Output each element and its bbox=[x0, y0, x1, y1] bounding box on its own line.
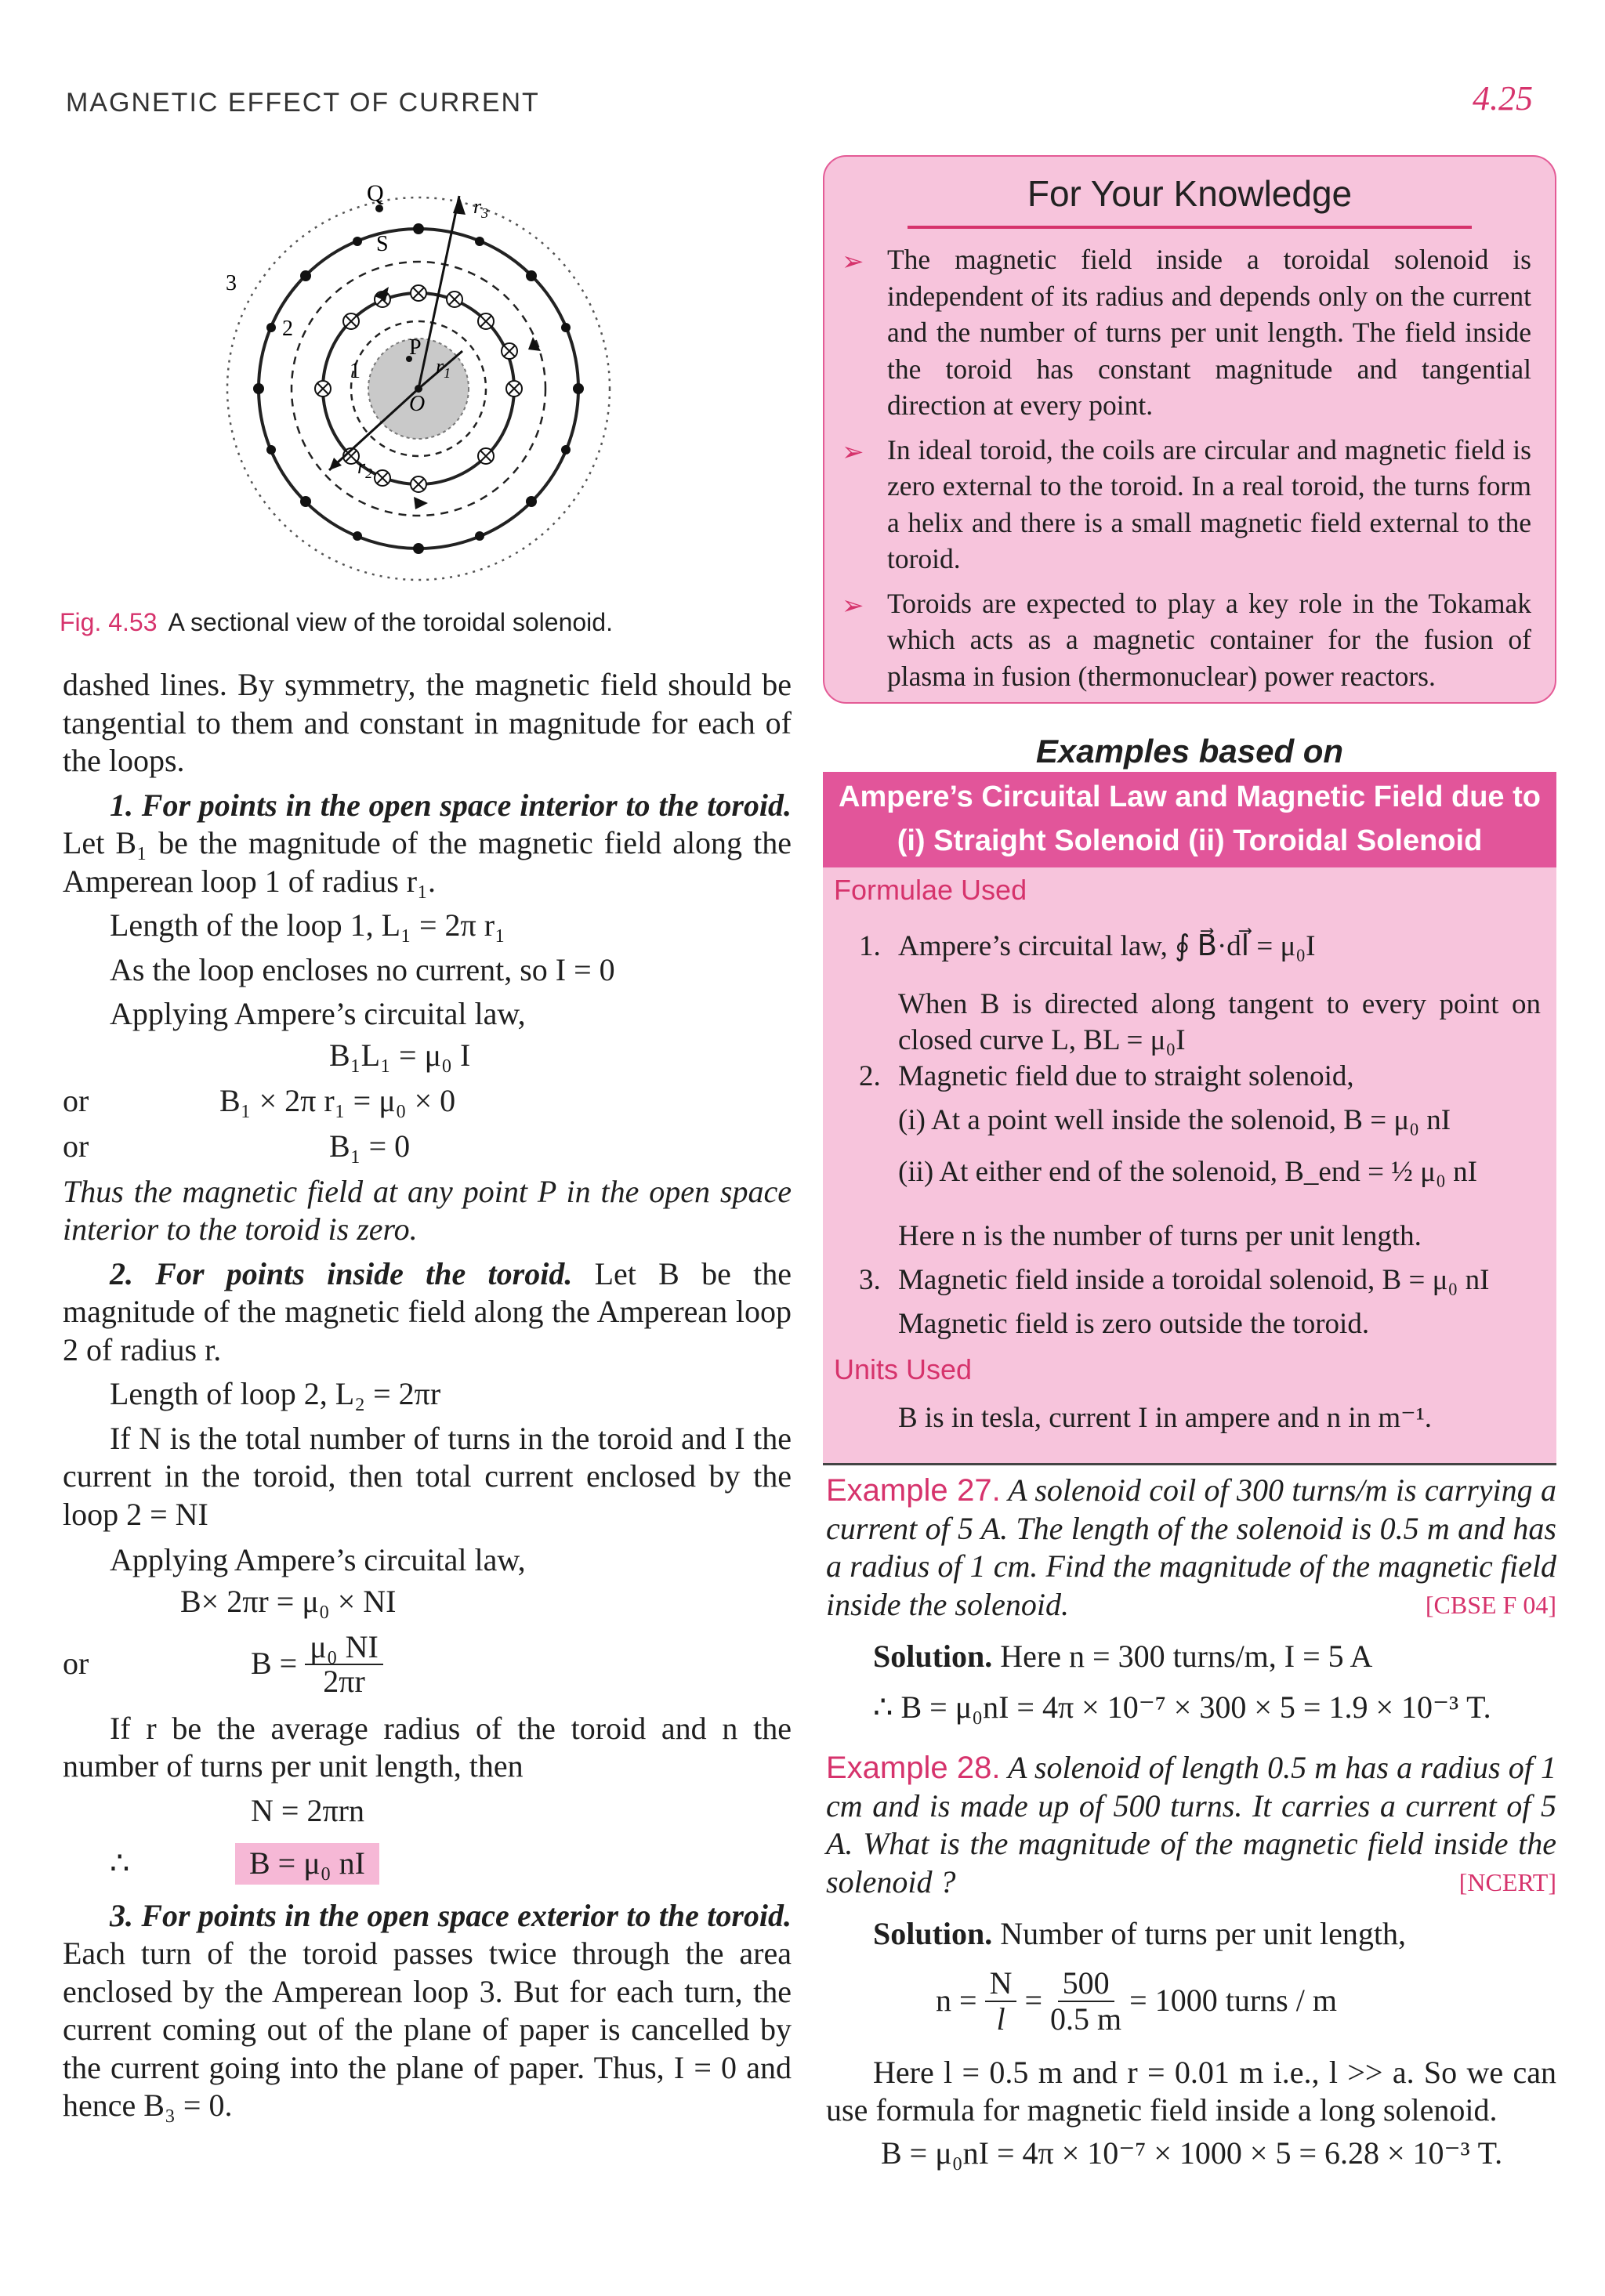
knowledge-box bbox=[823, 155, 1556, 704]
length-loop2: Length of loop 2, L₂ = 2πr bbox=[110, 1376, 441, 1411]
example-28-label: Example 28. bbox=[826, 1751, 1001, 1785]
knowledge-item: ➢ The magnetic field inside a toroidal solenoid is independent of its radius and depends only on the current and the number of turns per unit length. The field inside the toroid has constant magnitude and tangential direction at every point. bbox=[842, 244, 1531, 421]
label-s: S bbox=[376, 232, 389, 256]
figure-number: Fig. 4.53 bbox=[60, 608, 158, 636]
formula-1: 1. Ampere’s circuital law, ∮ B⃗·dl⃗ = μ₀I bbox=[859, 930, 1316, 962]
example-28-text: A solenoid of length 0.5 m has a radius of 1 cm and is made up of 500 turns. It carries a current of 5 A. What is the magnitude of the magnetic field inside the solenoid ? bbox=[826, 1750, 1556, 1899]
example-27 bbox=[826, 1472, 1556, 1726]
knowledge-item: ➢ In ideal toroid, the coils are circular and magnetic field is zero external to the toroid. In a real toroid, the turns form a helix and there is a small magnetic field external to the toroid. bbox=[842, 433, 1531, 574]
formulae-heading: Formulae Used bbox=[834, 874, 1027, 906]
case3-text: Each turn of the toroid passes twice through the area enclosed by the Amperean loop 3. But for each turn, the current coming out of the plane of paper is cancelled by the current going into the plane of paper. Thus, I = 0 and hence B₃ = 0. bbox=[63, 1936, 792, 2123]
left-column bbox=[63, 666, 792, 2125]
case2-heading: 2. For points inside the toroid. bbox=[110, 1255, 573, 1291]
label-p: P bbox=[409, 335, 422, 360]
example-27-calculation: ∴ B = μ₀nI = 4π × 10⁻⁷ × 300 × 5 = 1.9 × 10⁻³ T. bbox=[873, 1689, 1491, 1725]
page-number: 4.25 bbox=[1473, 79, 1533, 118]
label-loop3: 3 bbox=[226, 271, 237, 295]
equation-5: or B = $\frac{\text{μ₀ NI}}{2\pi r}$ bbox=[63, 1625, 792, 1704]
examples-heading: Examples based on bbox=[1035, 733, 1344, 770]
label-loop2: 2 bbox=[282, 317, 293, 341]
knowledge-title: For Your Knowledge bbox=[1027, 173, 1353, 214]
formula-2: 2. Magnetic field due to straight solenoid, bbox=[859, 1060, 1354, 1092]
equation-2: or B₁ × 2π r₁ = μ₀ × 0 bbox=[63, 1083, 456, 1119]
case2-text: Let B be the magnitude of the magnetic field along the Amperean loop 2 of radius r. bbox=[63, 1255, 792, 1367]
units-text: B is in tesla, current I in ampere and n in m⁻¹. bbox=[898, 1402, 1433, 1434]
label-loop1: 1 bbox=[350, 359, 360, 383]
conclusion-1: Thus the magnetic field at any point P in the open space interior to the toroid is zero. bbox=[63, 1173, 792, 1247]
equation-1: B₁L₁ = μ₀ I bbox=[329, 1038, 471, 1074]
formula-1-note: When B is directed along tangent to every point on closed curve L, BL = μ₀I bbox=[898, 988, 1541, 1056]
example-28-statement bbox=[826, 1749, 1556, 1901]
formula-2-note: Here n is the number of turns per unit length. bbox=[898, 1220, 1422, 1252]
case1-text: Let B₁ be the magnitude of the magnetic field along the Amperean loop 1 of radius r₁. bbox=[63, 825, 792, 899]
case3-heading: 3. For points in the open space exterior to the toroid. bbox=[110, 1897, 792, 1933]
equation-7: ∴ B = μ₀ nI bbox=[63, 1839, 792, 1889]
total-current: If N is the total number of turns in the toroid and I the current in the toroid, then total current enclosed by the loop 2 = NI bbox=[63, 1420, 792, 1532]
example-27-statement bbox=[826, 1472, 1556, 1624]
formulae-box bbox=[823, 867, 1556, 1465]
length-loop1: Length of the loop 1, L₁ = 2π r₁ bbox=[110, 907, 505, 943]
arrow-bullet-icon: ➢ bbox=[842, 437, 864, 467]
label-r2: $r_2$ bbox=[357, 455, 373, 481]
knowledge-divider bbox=[908, 226, 1472, 229]
equation-6: N = 2πrn bbox=[251, 1793, 364, 1829]
arrow-bullet-icon: ➢ bbox=[842, 248, 864, 277]
units-heading: Units Used bbox=[834, 1353, 973, 1385]
example-28-explanation: Here l = 0.5 m and r = 0.01 m i.e., l >> a. So we can use formula for magnetic field inside a long solenoid. bbox=[826, 2054, 1556, 2128]
figure-caption-text: A sectional view of the toroidal solenoid. bbox=[168, 608, 613, 636]
knowledge-item: ➢ Toroids are expected to play a key role in the Tokamak which acts as a magnetic container for the fusion of plasma in fusion (thermonuclear) power reactors. bbox=[842, 587, 1531, 692]
turns-per-length-equation: n = $\frac{N}{l}$ = $\frac{500}{0.5 m}$ = 1000 turns / m bbox=[936, 1965, 1337, 2037]
arrow-bullet-icon: ➢ bbox=[842, 591, 864, 621]
example-27-source: [CBSE F 04] bbox=[1425, 1590, 1556, 1619]
examples-band bbox=[823, 772, 1556, 867]
example-27-text: A solenoid coil of 300 turns/m is carrying a current of 5 A. The length of the solenoid is 0.5 m and has a radius of 1 cm. Find the magnitude of the magnetic field inside the solenoid. bbox=[826, 1472, 1557, 1622]
examples-band-line1: Ampere’s Circuital Law and Magnetic Field due to bbox=[839, 780, 1541, 813]
label-r3: $r_3$ bbox=[473, 195, 489, 221]
case1-heading: 1. For points in the open space interior to the toroid. bbox=[110, 787, 792, 823]
examples-band-line2: (i) Straight Solenoid (ii) Toroidal Solenoid bbox=[897, 824, 1483, 857]
example-27-label: Example 27. bbox=[826, 1473, 1001, 1508]
case3-paragraph bbox=[63, 1897, 792, 2125]
chapter-title: MAGNETIC EFFECT OF CURRENT bbox=[66, 88, 540, 118]
enclose-no-current: As the loop encloses no current, so I = 0 bbox=[110, 951, 615, 987]
highlighted-result: B = μ₀ nI bbox=[235, 1843, 379, 1885]
formula-3-note: Magnetic field is zero outside the toroid. bbox=[898, 1308, 1370, 1340]
apply-ampere-1: Applying Ampere’s circuital law, bbox=[110, 996, 526, 1031]
equation-3: or B₁ = 0 bbox=[63, 1128, 411, 1164]
example-28-calculation: B = μ₀nI = 4π × 10⁻⁷ × 1000 × 5 = 6.28 × 10⁻³ T. bbox=[881, 2135, 1503, 2171]
example-27-solution: Solution. Here n = 300 turns/m, I = 5 A bbox=[873, 1639, 1373, 1674]
intro-paragraph: dashed lines. By symmetry, the magnetic field should be tangential to them and constant in magnitude for each of the loops. bbox=[63, 667, 792, 778]
label-r1: $r_1$ bbox=[436, 355, 451, 381]
example-28-solution: Solution. Number of turns per unit length, bbox=[873, 1916, 1406, 1951]
case1-paragraph bbox=[63, 787, 792, 901]
label-q: Q bbox=[367, 180, 384, 206]
example-28 bbox=[826, 1749, 1556, 2172]
average-radius: If r be the average radius of the toroid and n the number of turns per unit length, then bbox=[63, 1710, 792, 1784]
figure-caption bbox=[60, 608, 613, 637]
example-28-source: [NCERT] bbox=[1458, 1867, 1556, 1896]
formula-3: 3. Magnetic field inside a toroidal solenoid, B = μ₀ nI bbox=[859, 1264, 1490, 1296]
formula-2a: (i) At a point well inside the solenoid, B = μ₀ nI bbox=[898, 1104, 1451, 1136]
formula-2b: (ii) At either end of the solenoid, B_end = ½ μ₀ nI bbox=[898, 1156, 1477, 1188]
apply-ampere-2: Applying Ampere’s circuital law, bbox=[110, 1542, 526, 1577]
toroid-diagram bbox=[204, 172, 643, 596]
equation-4: B× 2πr = μ₀ × NI bbox=[180, 1584, 397, 1620]
label-o: O bbox=[409, 392, 426, 416]
case2-paragraph bbox=[63, 1255, 792, 1370]
